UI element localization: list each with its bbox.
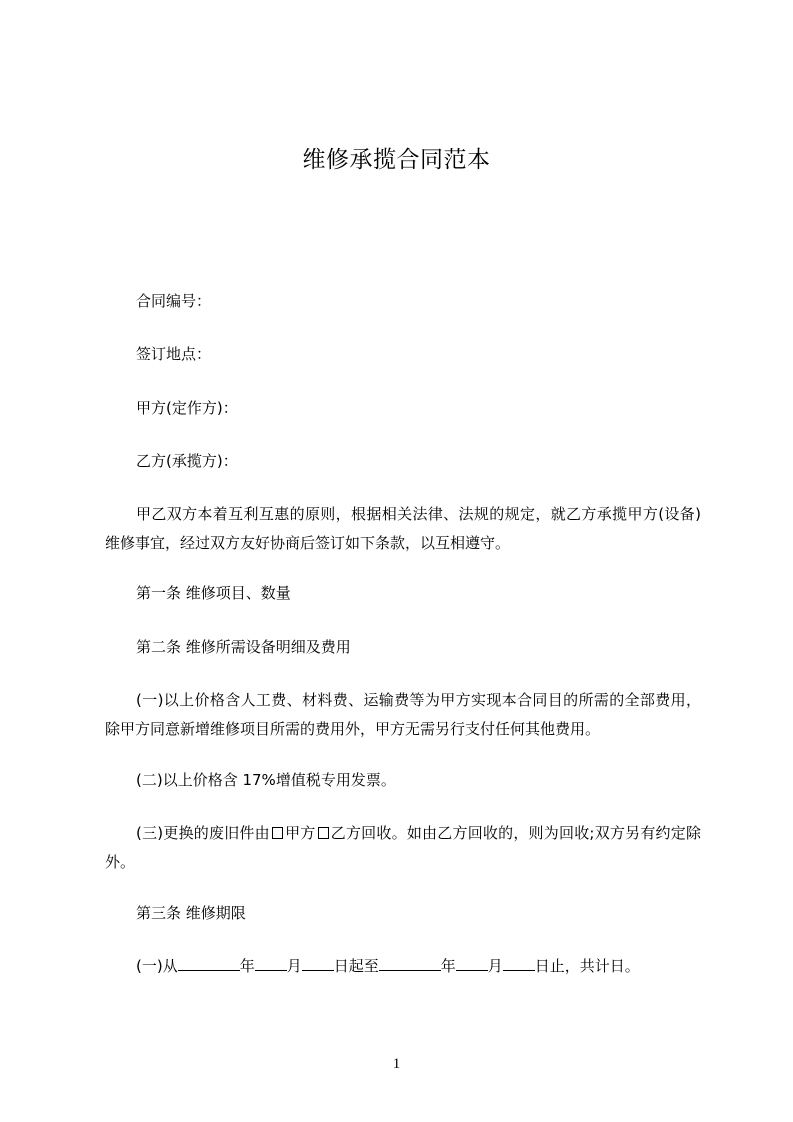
field-contract-no: 合同编号： (136, 292, 212, 310)
preamble-paragraph: 甲乙双方本着互利互惠的原则，根据相关法律、法规的规定，就乙方承揽甲方(设备)维修事宜，经过双方友好协商后签订如下条款，以互相遵守。 (105, 505, 701, 552)
article-1-heading: 第一条 维修项目、数量 (136, 584, 291, 602)
item-3-text-start: (三)更换的废旧件由 (136, 824, 270, 842)
period-prefix: (一)从 (136, 957, 178, 975)
period-suffix: 日止，共计日。 (534, 957, 640, 975)
article-2-item-1: (一)以上价格含人工费、材料费、运输费等为甲方实现本合同目的所需的全部费用，除甲方同意新增维修项目所需的费用外，甲方无需另行支付任何其他费用。 (105, 691, 701, 738)
article-2-item-3 (105, 819, 701, 877)
checkbox-party-b[interactable] (318, 827, 329, 839)
document-title: 维修承揽合同范本 (302, 147, 491, 173)
article-3-heading: 第三条 维修期限 (136, 904, 246, 922)
article-3-item-1 (105, 952, 701, 981)
period-year-1: 年 (239, 957, 255, 975)
period-month-1: 月 (286, 957, 302, 975)
start-day-blank[interactable] (302, 954, 334, 971)
field-sign-place: 签订地点： (136, 345, 212, 363)
article-2-heading: 第二条 维修所需设备明细及费用 (136, 638, 351, 656)
checkbox-party-a[interactable] (272, 827, 283, 839)
page-number: 1 (392, 1056, 401, 1072)
field-party-a: 甲方(定作方)： (136, 399, 238, 417)
period-day-1: 日起至 (333, 957, 379, 975)
item-3-option-party-b: 乙方回收。如由乙方回收的，则为回收;双方另有约定除外。 (105, 824, 701, 871)
period-month-2: 月 (487, 957, 503, 975)
article-2-item-2: (二)以上价格含 17%增值税专用发票。 (136, 771, 396, 789)
start-year-blank[interactable] (178, 954, 240, 971)
field-party-b: 乙方(承揽方)： (136, 452, 238, 470)
start-month-blank[interactable] (255, 954, 287, 971)
item-3-option-party-a: 甲方 (284, 824, 316, 842)
period-year-2: 年 (440, 957, 456, 975)
end-month-blank[interactable] (456, 954, 488, 971)
end-year-blank[interactable] (379, 954, 441, 971)
end-day-blank[interactable] (503, 954, 535, 971)
